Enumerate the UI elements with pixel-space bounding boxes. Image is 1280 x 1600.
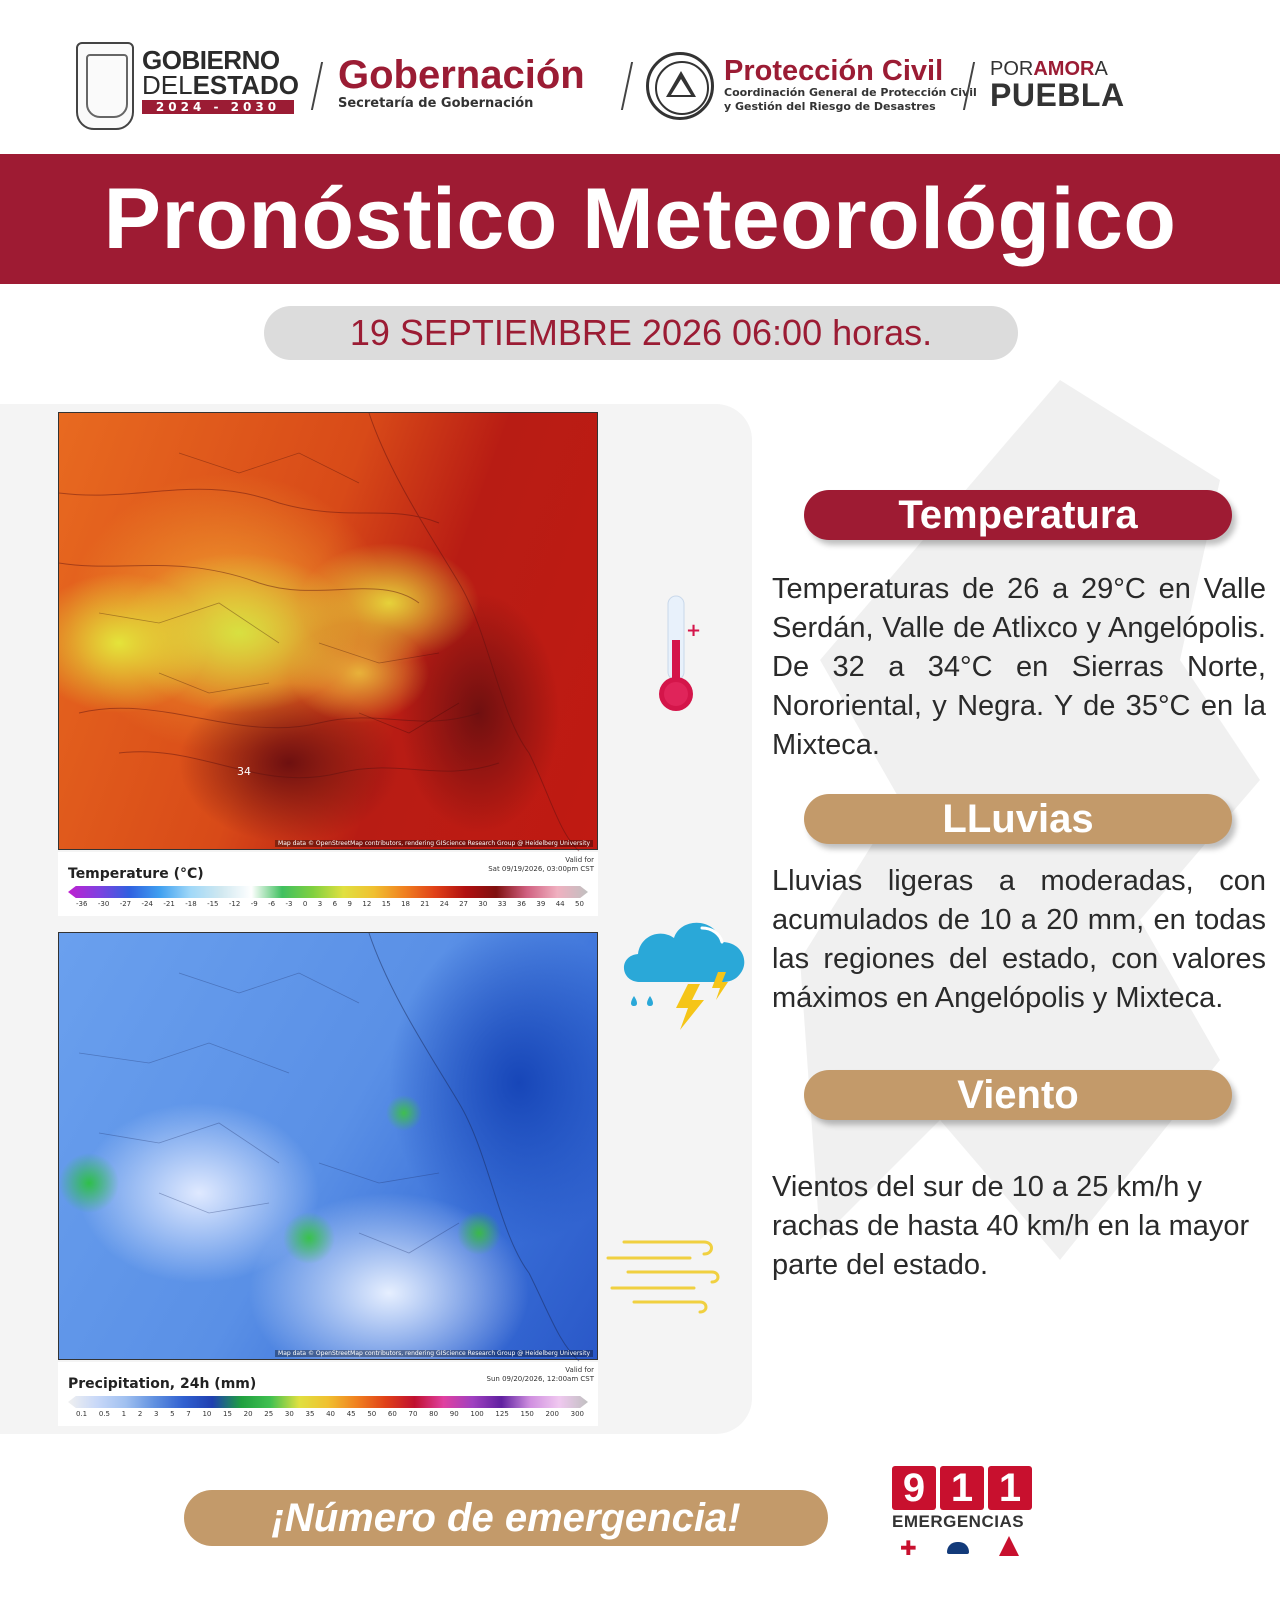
legend-tick: 15 (223, 1410, 232, 1418)
legend-tick: 25 (264, 1410, 274, 1418)
legend-tick: 150 (520, 1410, 534, 1418)
digit-1: 1 (940, 1466, 984, 1510)
gobierno-estado: ESTADO (192, 70, 299, 100)
proteccion-civil-icon (646, 52, 714, 120)
legend-tick: 90 (449, 1410, 459, 1418)
legend-tick: -24 (141, 900, 153, 908)
legend-tick: 60 (387, 1410, 397, 1418)
legend-tick: -30 (97, 900, 110, 908)
legend-tick: -18 (185, 900, 197, 908)
legend-tick: 18 (401, 900, 410, 908)
precipitation-map (58, 932, 598, 1360)
legend-tick: 27 (459, 900, 468, 908)
emergency-number-label: ¡Número de emergencia! (184, 1490, 828, 1546)
pc-title: Protección Civil (724, 55, 944, 87)
temperature-legend (58, 852, 598, 916)
digit-1: 1 (988, 1466, 1032, 1510)
legend-tick: 0.5 (98, 1410, 110, 1418)
precipitation-valid: Valid for Sun 09/20/2026, 12:00am CST (486, 1366, 594, 1383)
legend-tick: -3 (285, 900, 293, 908)
precipitation-legend (58, 1362, 598, 1426)
lluvias-text: Lluvias ligeras a moderadas, con acumulados de 10 a 20 mm, en todas las regiones del estado, con valores máximos en Angelópolis y Mixteca. (772, 865, 1266, 1014)
legend-tick: -6 (268, 900, 276, 908)
proteccion-civil-logo (724, 56, 977, 114)
emergencias-text: EMERGENCIAS (892, 1512, 1025, 1531)
cross-icon: ✚ (900, 1536, 917, 1560)
legend-tick: 0.1 (76, 1410, 88, 1418)
precipitation-colorbar (68, 1396, 588, 1408)
legend-tick: 1 (121, 1410, 127, 1418)
temperature-map-lines (59, 413, 599, 851)
map-credit: Map data © OpenStreetMap contributors, rendering GIScience Research Group @ Heidelberg University (275, 1350, 593, 1357)
legend-tick: -15 (207, 900, 219, 908)
lluvias-header: LLuvias (804, 794, 1232, 844)
divider (621, 62, 633, 110)
header-logos (0, 0, 1280, 150)
legend-tick: 100 (470, 1410, 484, 1418)
legend-tick: 36 (517, 900, 526, 908)
legend-tick: -9 (250, 900, 258, 908)
legend-tick: 30 (478, 900, 488, 908)
legend-tick: 7 (186, 1410, 191, 1418)
legend-tick: -12 (228, 900, 241, 908)
fire-icon (999, 1536, 1019, 1556)
precipitation-ticks (76, 1410, 584, 1418)
legend-tick: 35 (305, 1410, 315, 1418)
forecast-date: 19 SEPTIEMBRE 2026 06:00 horas. (264, 306, 1018, 360)
gobernacion-logo (338, 54, 585, 111)
legend-tick: 9 (347, 900, 353, 908)
legend-tick: 24 (439, 900, 449, 908)
gobierno-logo: GOBIERNO DELESTADO 2024 - 2030 (142, 45, 299, 114)
legend-tick: 20 (243, 1410, 253, 1418)
legend-tick: 3 (153, 1410, 159, 1418)
legend-tick: 40 (326, 1410, 336, 1418)
viento-text: Vientos del sur de 10 a 25 km/h y rachas de hasta 40 km/h en la mayor parte del estado. (772, 1171, 1250, 1281)
state-seal-icon (76, 42, 134, 130)
gobierno-years: 2024 - 2030 (142, 100, 294, 114)
legend-tick: -27 (119, 900, 132, 908)
temperature-ticks (76, 900, 584, 908)
legend-tick: 0 (302, 900, 308, 908)
legend-tick: 30 (284, 1410, 294, 1418)
911-logo (892, 1466, 1042, 1576)
legend-tick: 300 (570, 1410, 584, 1418)
legend-tick: 21 (420, 900, 430, 908)
thermometer-icon (656, 594, 702, 714)
pc-sub1: Coordinación General de Protección Civil (724, 86, 977, 99)
pc-sub2: y Gestión del Riesgo de Desastres (724, 100, 936, 113)
temperature-colorbar (68, 886, 588, 898)
viento-header: Viento (804, 1070, 1232, 1120)
max-temp-label: 34 (237, 765, 251, 778)
police-cap-icon (947, 1542, 969, 1554)
legend-tick: 50 (575, 900, 584, 908)
title-banner (0, 154, 1280, 284)
gobernacion-title: Gobernación (338, 53, 585, 97)
legend-tick: 50 (367, 1410, 377, 1418)
precipitation-map-lines (59, 933, 599, 1361)
temperatura-text: Temperaturas de 26 a 29°C en Valle Serdán, Valle de Atlixco y Angelópolis. De 32 a 34°C en Sierras Norte, Nororiental, y Negra. Y de 35°C en la Mixteca. (772, 573, 1266, 761)
temperature-valid: Valid for Sat 09/19/2026, 03:00pm CST (488, 856, 594, 873)
legend-tick: 6 (332, 900, 338, 908)
temperatura-header: Temperatura (804, 490, 1232, 540)
temperature-map (58, 412, 598, 850)
temperature-legend-title: Temperature (°C) (68, 866, 204, 882)
legend-tick: 5 (170, 1410, 175, 1418)
gobierno-del: DEL (142, 70, 193, 100)
page-title: Pronóstico Meteorológico (103, 170, 1177, 267)
wind-icon (604, 1234, 724, 1314)
legend-tick: 45 (346, 1410, 356, 1418)
legend-tick: 200 (545, 1410, 559, 1418)
legend-tick: 15 (381, 900, 391, 908)
legend-tick: -36 (76, 900, 88, 908)
storm-cloud-icon (614, 912, 754, 1032)
legend-tick: 125 (495, 1410, 509, 1418)
digit-9: 9 (892, 1466, 936, 1510)
legend-tick: 80 (429, 1410, 439, 1418)
precipitation-legend-title: Precipitation, 24h (mm) (68, 1376, 257, 1392)
svg-text:+: + (686, 620, 702, 641)
gobernacion-subtitle: Secretaría de Gobernación (338, 96, 534, 111)
legend-tick: 39 (536, 900, 546, 908)
map-credit: Map data © OpenStreetMap contributors, rendering GIScience Research Group @ Heidelberg University (275, 840, 593, 847)
divider (311, 62, 323, 110)
legend-tick: 2 (137, 1410, 143, 1418)
legend-tick: 10 (202, 1410, 212, 1418)
legend-tick: 44 (555, 900, 565, 908)
legend-tick: 3 (317, 900, 323, 908)
legend-tick: 33 (497, 900, 507, 908)
por-amor-a-puebla-logo: PORAMORA PUEBLA (990, 58, 1125, 113)
legend-tick: -21 (163, 900, 175, 908)
legend-tick: 70 (408, 1410, 418, 1418)
legend-tick: 12 (362, 900, 372, 908)
